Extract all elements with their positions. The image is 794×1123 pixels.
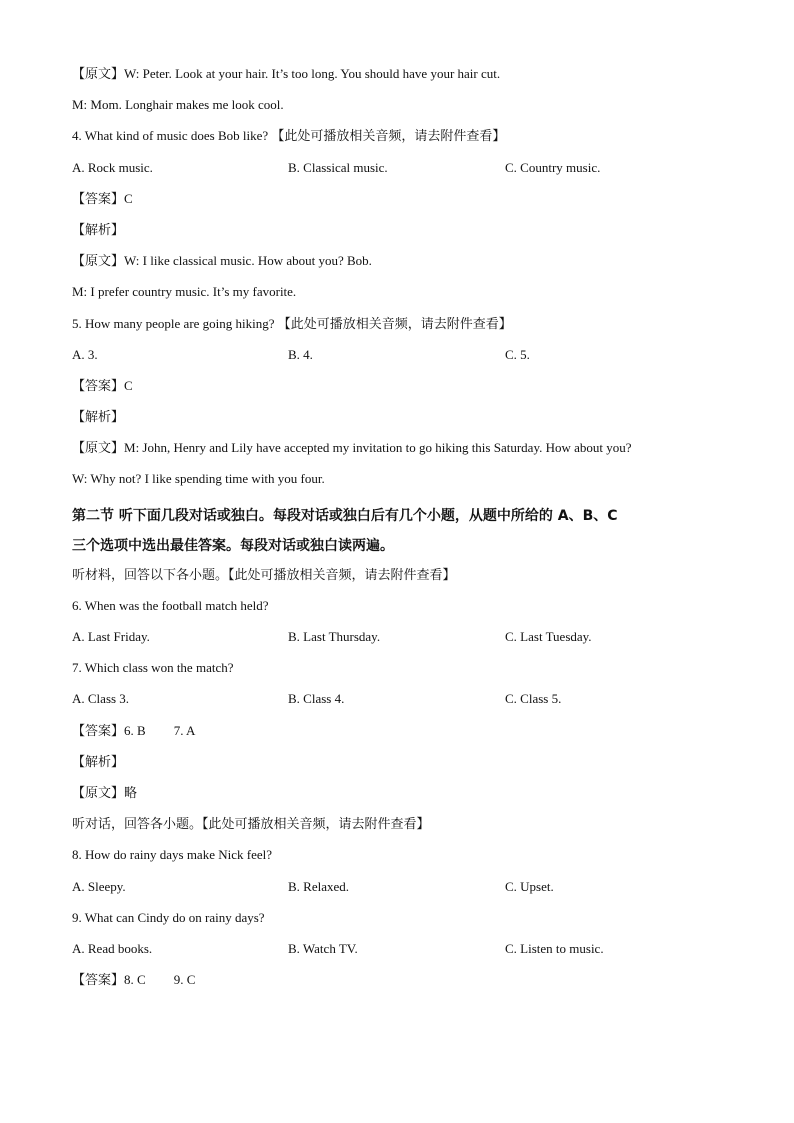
document-page — [72, 64, 722, 1001]
group-intro: 听材料，回答以下各小题。【此处可播放相关音频，请去附件查看】 — [72, 566, 456, 582]
options-row-5 — [72, 345, 722, 365]
answer-line-5 — [72, 376, 722, 396]
option-a: A. 3. — [72, 346, 98, 362]
answer-value-8: 8. C — [124, 972, 146, 988]
option-c: C. Country music. — [505, 159, 601, 175]
answer-label: 【答案】 — [72, 377, 125, 393]
answer-line-8-9 — [72, 970, 722, 990]
analysis-label: 【解析】 — [72, 221, 125, 237]
answer-value-9: 9. C — [173, 972, 196, 988]
transcript-line — [72, 438, 722, 458]
options-row-9 — [72, 939, 722, 959]
section-heading-line-1: 第二节 听下面几段对话或独白。每段对话或独白后有几个小题，从题中所给的 A、B、C — [72, 507, 618, 524]
option-a: A. Rock music. — [72, 159, 153, 175]
option-a: A. Read books. — [72, 940, 153, 956]
option-b: B. Last Thursday. — [288, 629, 381, 644]
transcript-reply: M: Mom. Longhair makes me look cool. — [72, 97, 284, 113]
option-b: B. Classical music. — [288, 159, 388, 175]
transcript-line — [72, 64, 722, 84]
answer-line-4 — [72, 189, 722, 209]
answer-label: 【答案】 — [72, 722, 125, 738]
answer-label: 【答案】 — [72, 972, 125, 988]
options-row-8 — [72, 877, 722, 897]
answer-value-6: 6. B — [124, 722, 146, 738]
options-row-7 — [72, 689, 722, 709]
question-6: 6. When was the football match held? — [72, 597, 269, 613]
option-b: B. Relaxed. — [288, 878, 350, 894]
transcript-text: 略 — [124, 784, 138, 800]
answer-value: C — [124, 190, 133, 206]
transcript-text: W: Peter. Look at your hair. It’s too long. You should have your hair cut. — [124, 66, 501, 81]
section-heading — [72, 501, 722, 561]
answer-value: C — [124, 377, 133, 393]
transcript-reply: W: Why not? I like spending time with you four. — [72, 471, 325, 487]
transcript-label: 【原文】 — [72, 440, 125, 456]
question-8: 8. How do rainy days make Nick feel? — [72, 847, 272, 863]
transcript-text: M: John, Henry and Lily have accepted my invitation to go hiking this Saturday. How about you? — [124, 440, 632, 456]
transcript-reply: M: I prefer country music. It’s my favorite. — [72, 284, 297, 300]
option-c: C. Upset. — [505, 878, 554, 894]
answer-value-7: 7. A — [173, 722, 196, 738]
options-row-6 — [72, 627, 722, 647]
transcript-text: W: I like classical music. How about you? Bob. — [124, 253, 372, 269]
transcript-line — [72, 783, 722, 803]
question-5: 5. How many people are going hiking? 【此处可播放相关音频，请去附件查看】 — [72, 315, 512, 331]
option-a: A. Last Friday. — [72, 629, 150, 644]
option-a: A. Sleepy. — [72, 878, 126, 894]
option-c: C. Class 5. — [505, 691, 562, 707]
options-row-4 — [72, 158, 722, 178]
option-c: C. Last Tuesday. — [505, 629, 592, 644]
answer-line-6-7 — [72, 721, 722, 741]
analysis-label: 【解析】 — [72, 753, 125, 769]
analysis-label: 【解析】 — [72, 409, 125, 425]
group-intro: 听对话，回答各小题。【此处可播放相关音频，请去附件查看】 — [72, 816, 430, 832]
section-heading-line-2: 三个选项中选出最佳答案。每段对话或独白读两遍。 — [72, 537, 394, 554]
option-b: B. 4. — [288, 346, 313, 362]
transcript-label: 【原文】 — [72, 253, 125, 269]
question-7: 7. Which class won the match? — [72, 660, 234, 676]
transcript-label: 【原文】 — [72, 784, 125, 800]
option-a: A. Class 3. — [72, 691, 130, 707]
question-9: 9. What can Cindy do on rainy days? — [72, 909, 265, 925]
transcript-label: 【原文】 — [72, 66, 125, 81]
option-c: C. 5. — [505, 346, 530, 362]
option-b: B. Class 4. — [288, 691, 345, 707]
option-c: C. Listen to music. — [505, 940, 604, 956]
answer-label: 【答案】 — [72, 190, 125, 206]
question-4: 4. What kind of music does Bob like? 【此处可播放相关音频，请去附件查看】 — [72, 128, 506, 144]
option-b: B. Watch TV. — [288, 940, 358, 956]
transcript-line — [72, 251, 722, 271]
